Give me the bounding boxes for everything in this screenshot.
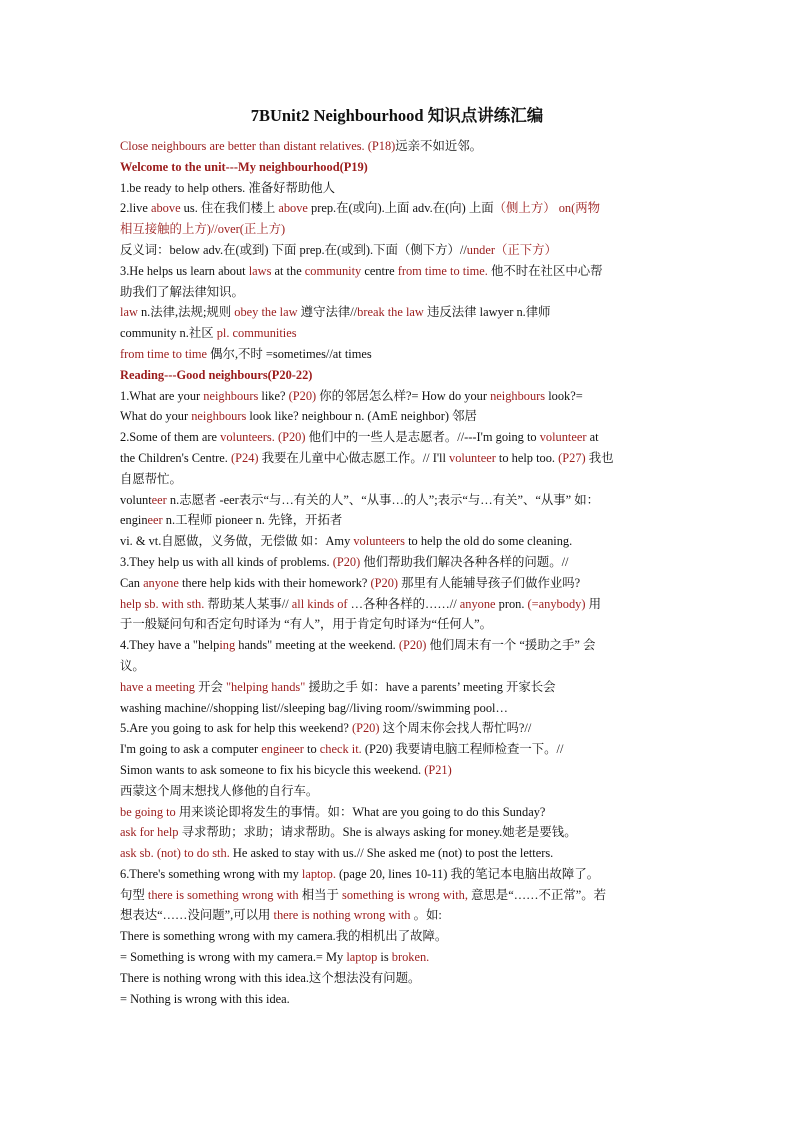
text-line (120, 635, 674, 656)
text-line (120, 760, 674, 781)
highlighted-term: from time to time. (397, 263, 488, 278)
highlighted-term: eer (151, 492, 167, 507)
text-segment: 用 (585, 596, 601, 611)
highlighted-term: law (120, 305, 138, 320)
text-segment: to (303, 742, 320, 757)
text-line (120, 739, 674, 760)
highlighted-term: neighbours (203, 388, 259, 403)
highlighted-term: volunteers. (P20) (220, 430, 306, 445)
text-line (120, 365, 674, 386)
text-line (120, 677, 674, 698)
text-segment: look?= (545, 388, 583, 403)
text-line (120, 822, 674, 843)
highlighted-term: (P20) (351, 721, 380, 736)
text-line (120, 178, 674, 199)
highlighted-term: (P20) (288, 388, 317, 403)
text-segment: 援助之手 如：have a parents’ meeting 开家长会 (305, 679, 556, 694)
text-segment: at the (271, 263, 305, 278)
text-segment: 于一般疑问句和否定句时译为 “有人”，用于肯定句时译为“任何人”。 (120, 617, 493, 632)
highlighted-term: volunteer (449, 450, 496, 465)
highlighted-term: break the law (357, 305, 424, 320)
text-line (120, 282, 674, 303)
text-line (120, 302, 674, 323)
text-segment: is (377, 950, 392, 965)
text-segment: He asked to stay with us.// She asked me (not) to post the letters. (229, 846, 554, 861)
text-line (120, 510, 674, 531)
highlighted-term: laptop. (301, 866, 336, 881)
text-segment: 我也 (585, 450, 614, 465)
text-line (120, 427, 674, 448)
highlighted-term: community (304, 263, 362, 278)
text-segment: engin (120, 513, 148, 528)
text-segment: pron. (495, 596, 528, 611)
text-line (120, 323, 674, 344)
highlighted-term: (P20) (370, 575, 399, 590)
text-segment: 用来谈论即将发生的事情。如：What are you going to do this Sunday? (175, 804, 546, 819)
text-line (120, 656, 674, 677)
text-segment: Simon wants to ask someone to fix his bicycle this weekend. (120, 762, 425, 777)
text-line (120, 802, 674, 823)
text-line (120, 594, 674, 615)
text-segment: 开会 (195, 679, 226, 694)
text-line (120, 905, 674, 926)
text-segment: 相当于 (298, 887, 342, 902)
highlighted-term: (P20) (332, 554, 361, 569)
text-line (120, 552, 674, 573)
text-line (120, 926, 674, 947)
highlighted-term: above (150, 201, 181, 216)
highlighted-term: (P27) (558, 450, 586, 465)
text-line (120, 406, 674, 427)
text-segment: 你的邻居怎么样?= How do your (316, 388, 491, 403)
text-segment: There is nothing wrong with this idea.这个想法没有问题。 (120, 970, 421, 985)
text-line (120, 198, 674, 219)
text-line (120, 386, 674, 407)
text-segment: 助我们了解法律知识。 (120, 284, 244, 299)
text-segment: 6.There's something wrong with my (120, 866, 302, 881)
text-segment: 自愿帮忙。 (120, 471, 182, 486)
highlighted-term: under（正下方） (466, 242, 557, 257)
text-segment: 我要在儿童中心做志愿工作。// I'll (258, 450, 450, 465)
text-segment: n.工程师 pioneer n. 先锋，开拓者 (162, 513, 343, 528)
text-segment: to help too. (495, 450, 559, 465)
highlighted-term: there is nothing wrong with (273, 908, 411, 923)
highlighted-term: from time to time (120, 346, 208, 361)
text-segment: 。如: (410, 908, 442, 923)
highlighted-term: volunteer (539, 430, 587, 445)
text-segment: 这个周末你会找人帮忙吗?// (379, 721, 532, 736)
text-line (120, 989, 674, 1010)
text-segment: 2.live (120, 201, 151, 216)
text-line (120, 490, 674, 511)
text-segment: …各种各样的……// (347, 596, 460, 611)
text-segment: there help kids with their homework? (178, 575, 371, 590)
text-segment: 他们帮助我们解决各种各样的问题。// (360, 554, 569, 569)
text-segment: the Children's Centre. (120, 450, 231, 465)
text-segment: n.法律,法规;规则 (137, 305, 235, 320)
highlighted-term: ask for help (120, 825, 179, 840)
highlighted-term: there is something wrong with (147, 887, 299, 902)
text-line (120, 261, 674, 282)
highlighted-term: broken. (391, 950, 430, 965)
highlighted-term: laws (248, 263, 272, 278)
text-line (120, 718, 674, 739)
highlighted-term: above (278, 201, 308, 216)
text-line (120, 157, 674, 178)
text-line (120, 219, 674, 240)
text-segment: 他不时在社区中心帮 (487, 263, 603, 278)
highlighted-term: all kinds of (291, 596, 348, 611)
text-line (120, 885, 674, 906)
highlighted-term: neighbours (191, 409, 247, 424)
text-segment: 西蒙这个周末想找人修他的自行车。 (120, 783, 319, 798)
text-segment: 那里有人能辅导孩子们做作业吗? (398, 575, 581, 590)
highlighted-term: 相互接触的上方)//over(正上方) (120, 222, 286, 237)
section-heading: Welcome to the unit---My neighbourhood(P19) (120, 159, 368, 174)
text-segment: 意思是“……不正常”。若 (467, 887, 606, 902)
text-segment: = Something is wrong with my camera.= My (120, 950, 347, 965)
highlighted-term: "helping hands" (225, 679, 306, 694)
highlighted-term: (P24) (230, 450, 259, 465)
text-line (120, 843, 674, 864)
section-heading: Reading---Good neighbours(P20-22) (120, 367, 313, 382)
text-line (120, 448, 674, 469)
text-segment: 遵守法律// (297, 305, 358, 320)
highlighted-term: anyone (143, 575, 179, 590)
text-segment: washing machine//shopping list//sleeping bag//living room//swimming pool… (120, 700, 508, 715)
text-segment: There is something wrong with my camera.我的相机出了故障。 (120, 929, 448, 944)
text-segment: 他们周末有一个 “援助之手” 会 (426, 638, 596, 653)
text-segment: n.志愿者 -eer表示“与…有关的人”、“从事…的人”;表示“与…有关”、“从事” 如： (166, 492, 600, 507)
text-segment: (page 20, lines 10-11) 我的笔记本电脑出故障了。 (335, 866, 600, 881)
document-body (120, 136, 674, 1009)
text-segment: 想表达“……没问题”,可以用 (120, 908, 274, 923)
text-segment: 帮助某人某事// (204, 596, 292, 611)
text-segment: prep.在(或向).上面 adv.在(向) 上面 (307, 201, 494, 216)
highlighted-term: something is wrong with, (342, 887, 468, 902)
text-segment: centre (361, 263, 398, 278)
text-line (120, 968, 674, 989)
text-segment: look like? neighbour n. (AmE neighbor) 邻居 (246, 409, 477, 424)
text-segment: like? (258, 388, 289, 403)
text-segment: I'm going to ask a computer (120, 742, 262, 757)
highlighted-term: help sb. with sth. (120, 596, 205, 611)
text-line (120, 614, 674, 635)
text-segment: hands" meeting at the weekend. (235, 638, 399, 653)
text-segment: 句型 (120, 887, 148, 902)
text-segment: 寻求帮助；求助；请求帮助。She is always asking for money.她老是要钱。 (178, 825, 577, 840)
highlighted-term: volunteers (353, 534, 405, 549)
highlighted-term: (=anybody) (527, 596, 586, 611)
text-segment: at (586, 430, 599, 445)
text-segment: community n.社区 (120, 326, 217, 341)
text-segment: vi. & vt.自愿做，义务做，无偿做 如：Amy (120, 534, 354, 549)
text-segment: Can (120, 575, 144, 590)
text-line (120, 240, 674, 261)
highlighted-term: laptop (346, 950, 378, 965)
highlighted-term: neighbours (490, 388, 546, 403)
text-segment: 1.What are your (120, 388, 204, 403)
text-line (120, 136, 674, 157)
highlighted-term: (P20) (398, 638, 427, 653)
text-line (120, 781, 674, 802)
highlighted-term: have a meeting (120, 679, 195, 694)
text-segment: 违反法律 lawyer n.律师 (423, 305, 551, 320)
page-title: 7BUnit2 Neighbourhood 知识点讲练汇编 (250, 106, 544, 125)
text-line (120, 573, 674, 594)
text-segment: 3.They help us with all kinds of problems. (120, 554, 333, 569)
text-segment: 反义词：below adv.在(或到) 下面 prep.在(或到).下面（侧下方）// (120, 242, 467, 257)
text-line (120, 947, 674, 968)
text-segment: (P20) 我要请电脑工程师检查一下。// (361, 742, 564, 757)
text-line (120, 531, 674, 552)
highlighted-term: （侧上方） on(两物 (493, 201, 601, 216)
highlighted-term: check it. (319, 742, 362, 757)
highlighted-term: obey the law (234, 305, 298, 320)
text-segment: 远亲不如近邻。 (395, 139, 483, 153)
highlighted-term: ing (219, 638, 236, 653)
highlighted-term: ask sb. (not) to do sth. (120, 846, 230, 861)
text-segment: 1.be ready to help others. 准备好帮助他人 (120, 180, 336, 195)
text-segment: 偶尔,不时 =sometimes//at times (207, 346, 372, 361)
text-line (120, 864, 674, 885)
text-line (120, 344, 674, 365)
highlighted-term: Close neighbours are better than distant relatives. (P18) (120, 139, 396, 153)
text-segment: What do your (120, 409, 192, 424)
highlighted-term: eer (147, 513, 163, 528)
highlighted-term: engineer (261, 742, 304, 757)
highlighted-term: pl. communities (216, 326, 297, 341)
text-segment: = Nothing is wrong with this idea. (120, 991, 290, 1006)
text-segment: us. 住在我们楼上 (180, 201, 279, 216)
text-segment: 他们中的一些人是志愿者。//---I'm going to (305, 430, 540, 445)
text-line (120, 698, 674, 719)
highlighted-term: (P21) (424, 762, 452, 777)
highlighted-term: anyone (459, 596, 496, 611)
text-segment: to help the old do some cleaning. (404, 534, 573, 549)
text-segment: volunt (120, 492, 152, 507)
text-segment: 议。 (120, 658, 145, 673)
text-segment: 3.He helps us learn about (120, 263, 249, 278)
text-segment: 4.They have a "help (120, 638, 220, 653)
text-segment: 5.Are you going to ask for help this weekend? (120, 721, 352, 736)
text-segment: 2.Some of them are (120, 430, 221, 445)
highlighted-term: be going to (120, 804, 176, 819)
text-line (120, 469, 674, 490)
